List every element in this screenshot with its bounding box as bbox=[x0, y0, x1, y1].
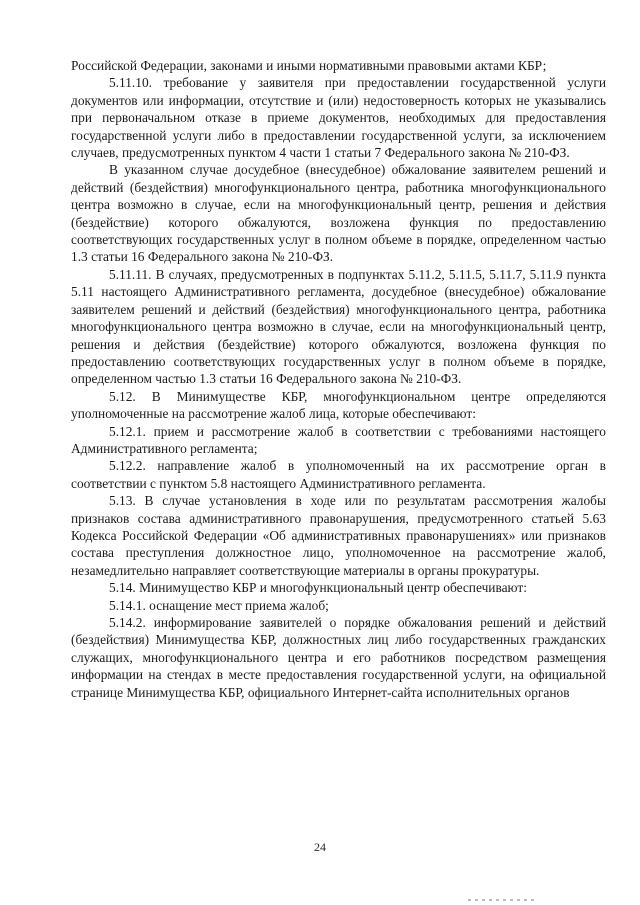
scan-artifact bbox=[468, 899, 538, 901]
paragraph-5-12: 5.12. В Минимуществе КБР, многофункциональном центре определяются уполномоченные на рассмотрение жалоб лица, которые обеспечивают: bbox=[71, 388, 606, 422]
paragraph-5-14: 5.14. Минимущество КБР и многофункциональный центр обеспечивают: bbox=[109, 580, 527, 596]
document-body bbox=[71, 57, 606, 701]
paragraph-5-12-2: 5.12.2. направление жалоб в уполномоченный на их рассмотрение орган в соответствии с пунктом 5.8 настоящего Административного регламента. bbox=[71, 458, 606, 491]
paragraph-5-14-1: 5.14.1. оснащение мест приема жалоб; bbox=[109, 597, 329, 613]
paragraph-5-12-1: 5.12.1. прием и рассмотрение жалоб в соответствии с требованиями настоящего Административного регламента; bbox=[71, 423, 606, 456]
paragraph-5-14-2: 5.14.2. информирование заявителей о порядке обжалования решений и действий (бездействия) Минимущества КБР, должностных лиц либо государственных гражданских служащих, многофункционального центра и его работников посредством размещения информации на стендах в месте предоставления государственной услуги, на официальной странице Минимущества КБР, официального Интернет-сайта исполнительных органов bbox=[71, 615, 606, 700]
paragraph-5-11-10: 5.11.10. требование у заявителя при предоставлении государственной услуги документов или информации, отсутствие и (или) недостоверность которых не указывались при первоначальном отказе в приеме документов, необходимых для предоставления государственной услуги либо в предоставлении государственной услуги, за исключением случаев, предусмотренных пунктом 4 части 1 статьи 7 Федерального закона № 210-ФЗ. bbox=[71, 75, 606, 161]
paragraph-5-11-11: 5.11.11. В случаях, предусмотренных в подпунктах 5.11.2, 5.11.5, 5.11.7, 5.11.9 пункта 5.11 настоящего Административного регламента, досудебное (внесудебное) обжалование заявителем решений и действий (бездействия) многофункционального центра, работника многофункционального центра возможно в случае, если на многофункциональный центр, решения и действия (бездействие) которого обжалуются, возложена функция по предоставлению соответствующих государственных услуг в полном объеме в порядке, определенном частью 1.3 статьи 16 Федерального закона № 210-ФЗ. bbox=[71, 266, 606, 387]
page-number: 24 bbox=[314, 840, 326, 854]
paragraph-continuation: Российской Федерации, законами и иными нормативными правовыми актами КБР; bbox=[71, 58, 547, 73]
paragraph-appeal-note: В указанном случае досудебное (внесудебное) обжалование заявителем решений и действий (бездействия) многофункционального центра, работника многофункционального центра возможно в случае, если на многофункциональный центр, решения и действия (бездействие) которого обжалуются, возложена функция по предоставлению соответствующих государственных услуг в полном объеме в порядке, определенном частью 1.3 статьи 16 Федерального закона № 210-ФЗ. bbox=[71, 162, 606, 265]
paragraph-5-13: 5.13. В случае установления в ходе или по результатам рассмотрения жалобы признаков состава административного правонарушения, предусмотренного статьей 5.63 Кодекса Российской Федерации «Об административных правонарушениях» или признаков состава преступления должностное лицо, уполномоченное на рассмотрение жалоб, незамедлительно направляет соответствующие материалы в органы прокуратуры. bbox=[71, 493, 606, 578]
